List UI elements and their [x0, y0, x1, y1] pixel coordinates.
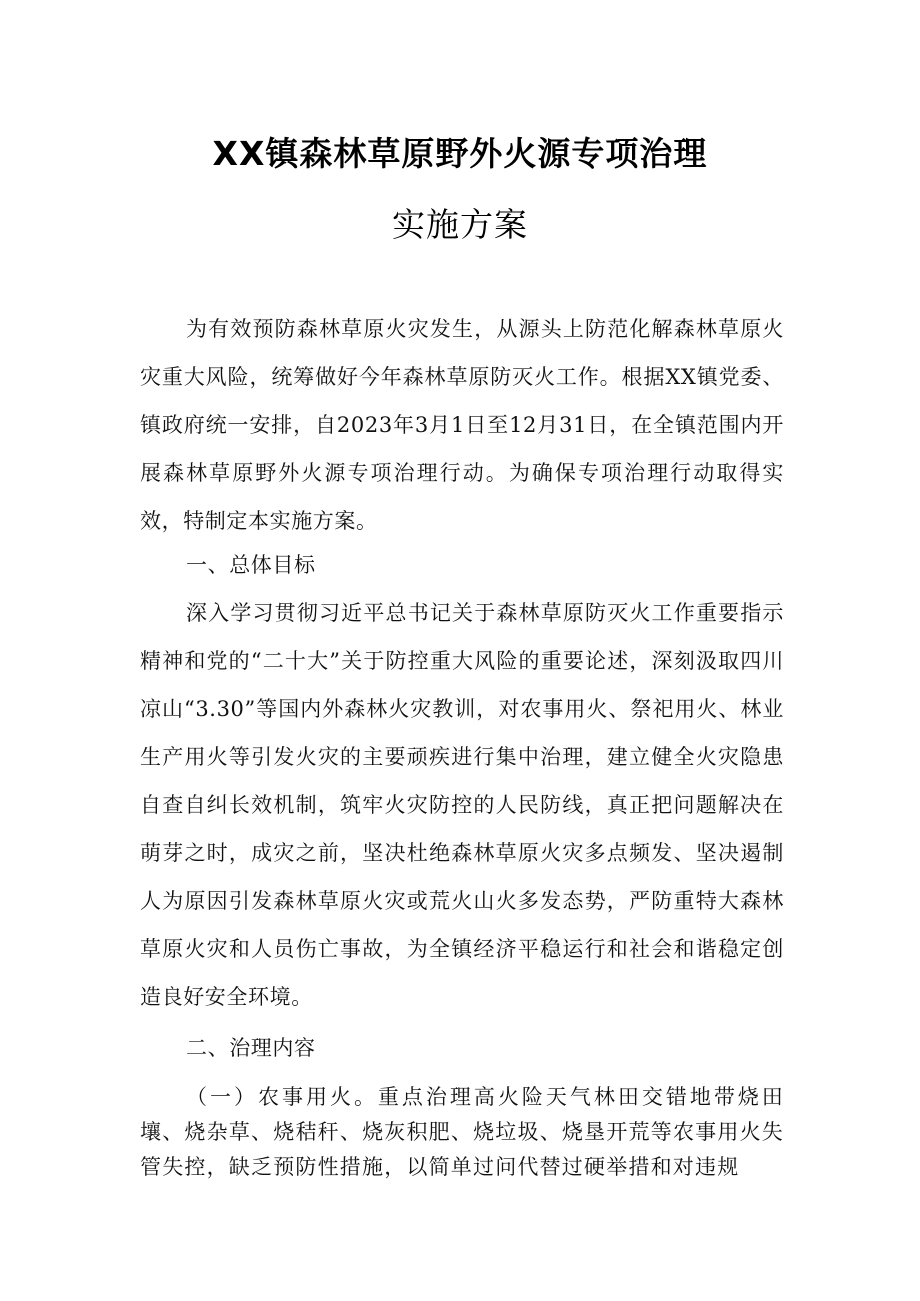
- document-title-line2: 实施方案: [392, 205, 528, 244]
- section-heading-overall-goal: 一、总体目标: [186, 553, 316, 577]
- section-item-agricultural-fire: （一）农事用火。重点治理高火险天气林田交错地带烧田壤、烧杂草、烧秸秆、烧灰积肥、烧垃圾、烧垦开荒等农事用火失管失控，缺乏预防性措施，以简单过问代替过硬举措和对违规: [140, 1085, 784, 1179]
- section-heading-governance-content: 二、治理内容: [186, 1036, 316, 1060]
- intro-paragraph: 为有效预防森林草原火灾发生，从源头上防范化解森林草原火灾重大风险，统筹做好今年森林草原防灭火工作。根据XX镇党委、镇政府统一安排，自2023年3月1日至12月31日，在全镇范围内开展森林草原野外火源专项治理行动。为确保专项治理行动取得实效，特制定本实施方案。: [140, 317, 784, 533]
- document-title-line1: XX镇森林草原野外火源专项治理: [212, 134, 708, 173]
- section-paragraph-overall-goal: 深入学习贯彻习近平总书记关于森林草原防灭火工作重要指示精神和党的“二十大”关于防控重大风险的重要论述，深刻汲取四川凉山“3.30”等国内外森林火灾教训，对农事用火、祭祀用火、林业生产用火等引发火灾的主要顽疾进行集中治理，建立健全火灾隐患自查自纠长效机制，筑牢火灾防控的人民防线，真正把问题解决在萌芽之时，成灾之前，坚决杜绝森林草原火灾多点频发、坚决遏制人为原因引发森林草原火灾或荒火山火多发态势，严防重特大森林草原火灾和人员伤亡事故，为全镇经济平稳运行和社会和谐稳定创造良好安全环境。: [140, 601, 784, 1009]
